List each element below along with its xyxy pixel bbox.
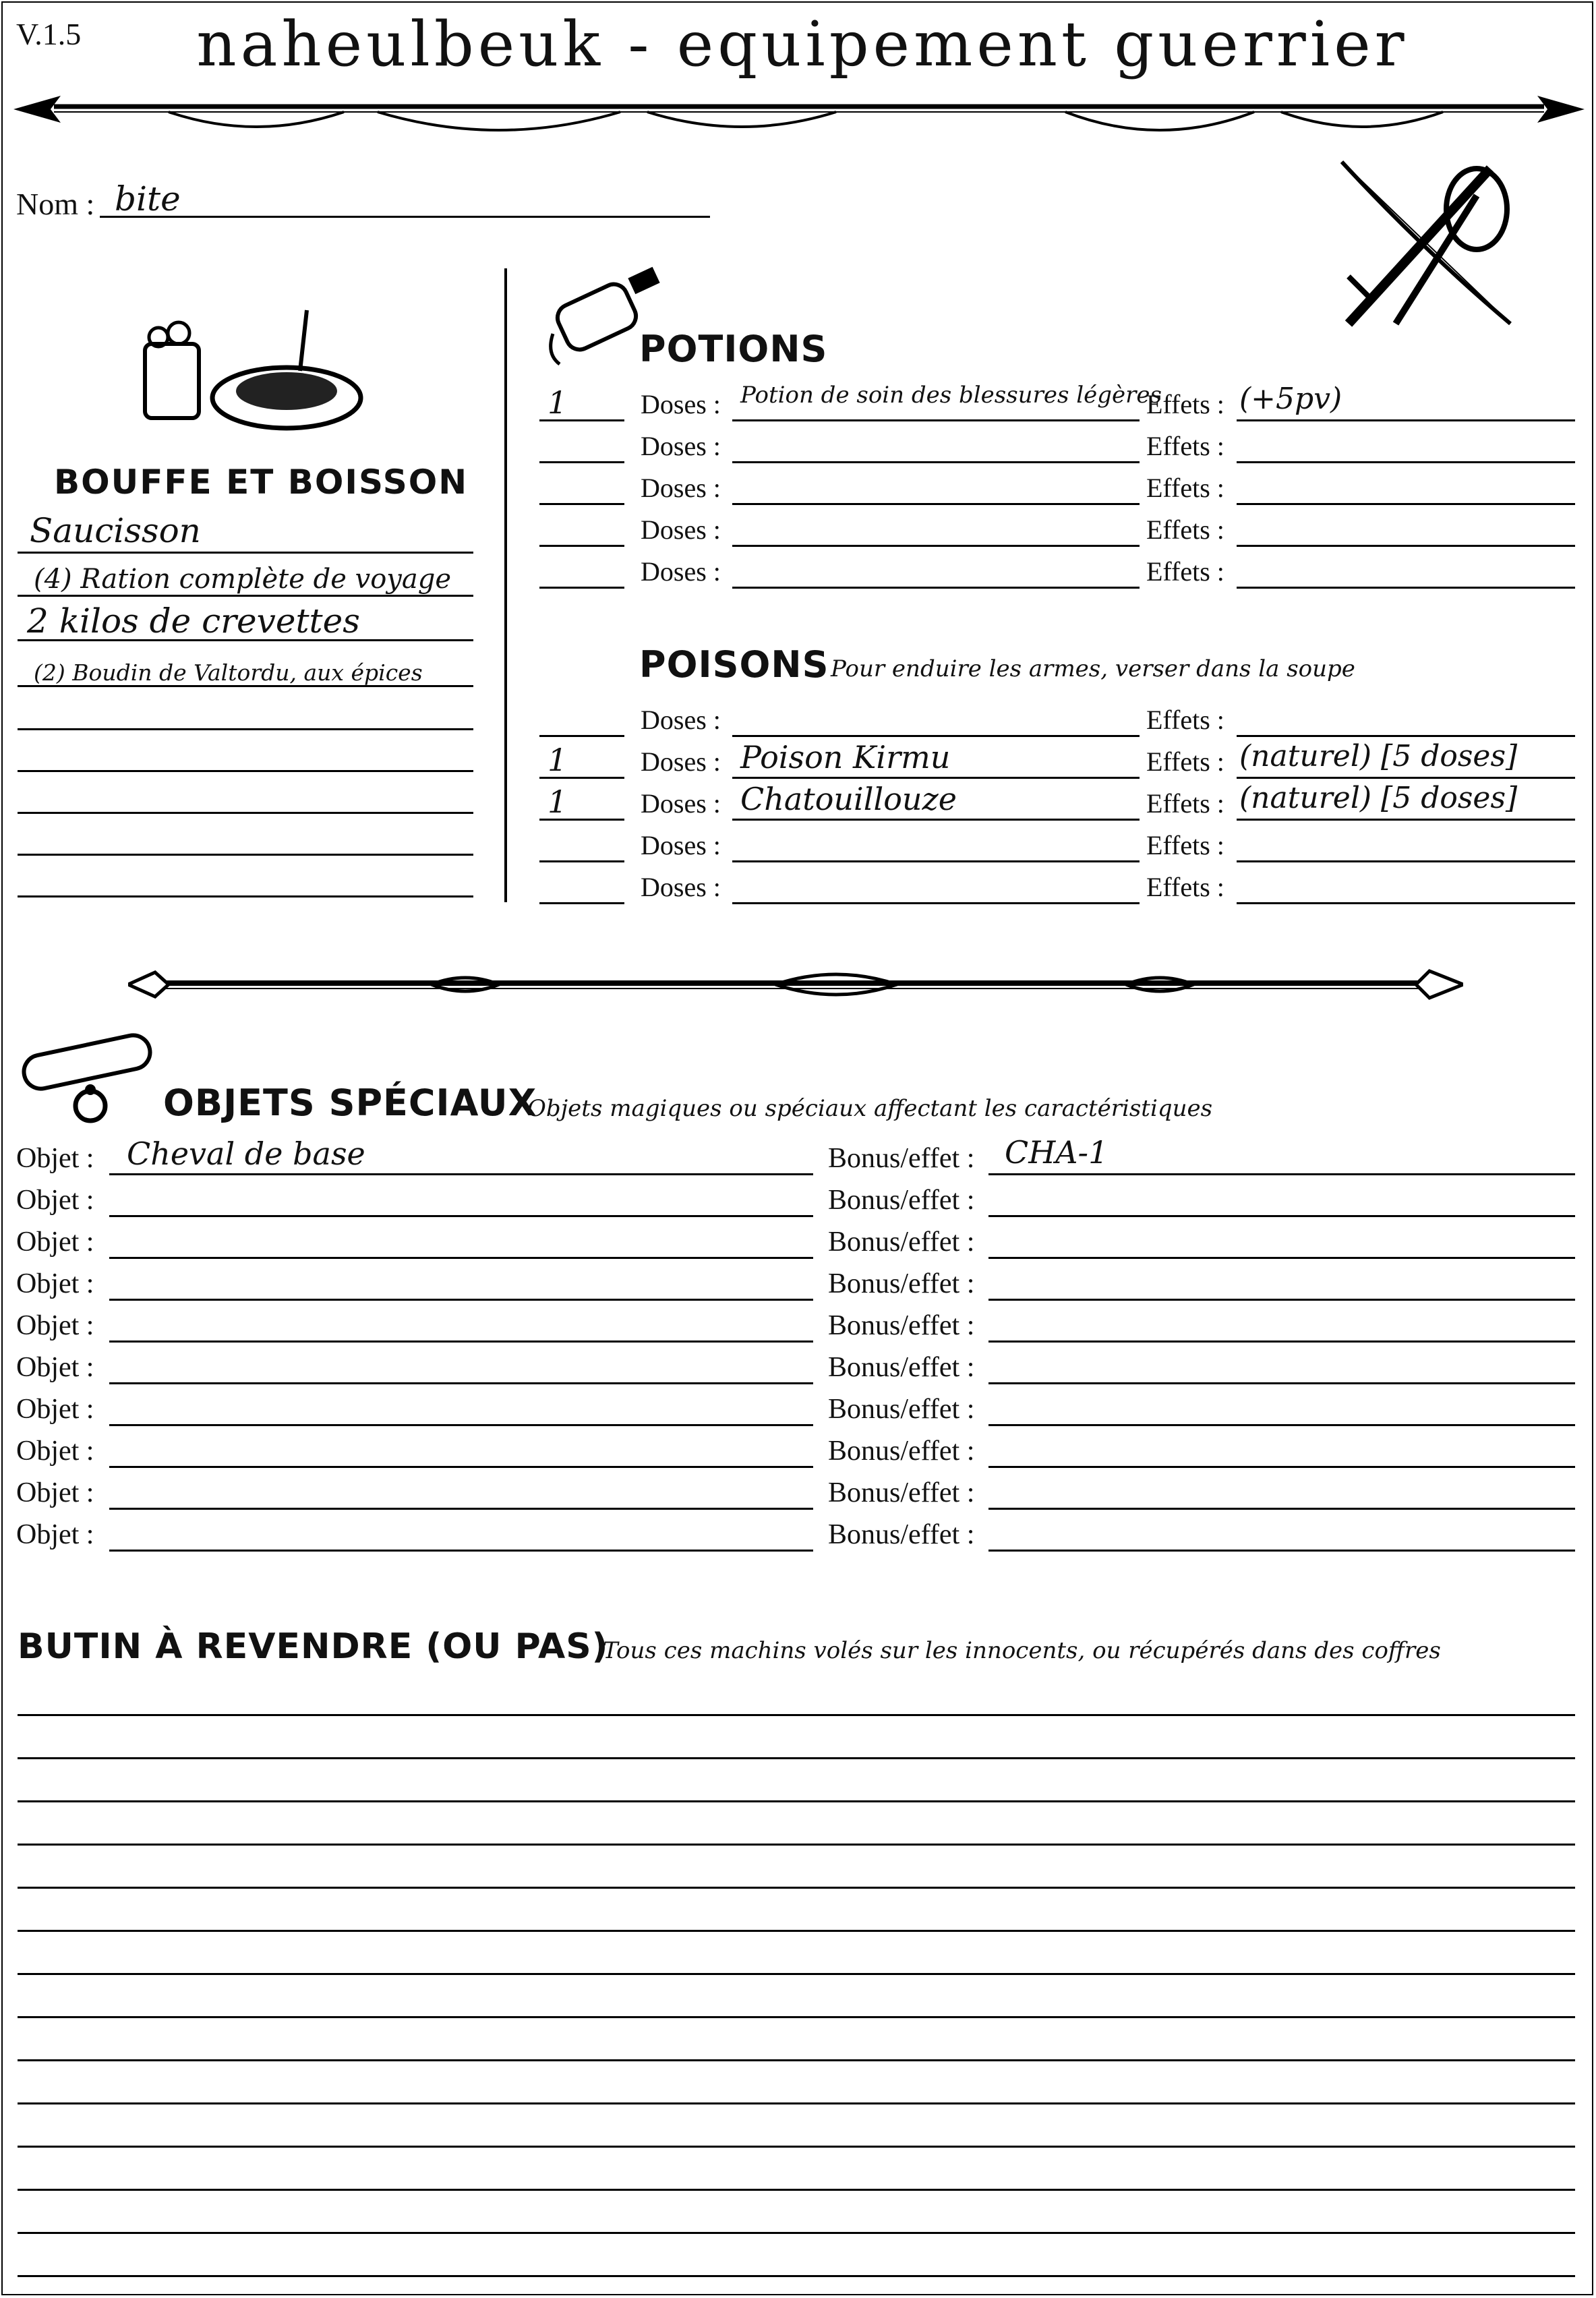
potions-name-line (732, 545, 1140, 547)
crossed-weapons-icon (1322, 155, 1524, 337)
poisons-qty-line (539, 902, 624, 904)
bonus-line (988, 1466, 1575, 1468)
poisons-name-line (732, 777, 1140, 779)
food-item[interactable]: 2 kilos de crevettes (27, 601, 360, 641)
potions-name-line (732, 503, 1140, 505)
poisons-name-line (732, 819, 1140, 821)
food-item[interactable]: (4) Ration complète de voyage (34, 564, 452, 595)
potions-qty[interactable]: 1 (548, 384, 568, 421)
poisons-name-line (732, 735, 1140, 737)
poisons-effets-label: Effets : (1146, 746, 1224, 777)
potions-doses-label: Doses : (641, 473, 721, 503)
bonus-line (988, 1215, 1575, 1217)
potions-effect-line (1237, 419, 1575, 421)
objet-label: Objet : (16, 1519, 94, 1550)
bonus-label: Bonus/effet : (828, 1143, 975, 1174)
food-item[interactable]: (2) Boudin de Valtordu, aux épices (34, 659, 423, 686)
potions-effets-label: Effets : (1146, 514, 1224, 545)
poisons-heading: POISONS (639, 643, 829, 686)
poisons-doses-label: Doses : (641, 830, 721, 860)
potions-effets-label: Effets : (1146, 473, 1224, 503)
bonus-line (988, 1424, 1575, 1426)
objet-label: Objet : (16, 1227, 94, 1258)
poisons-name-line (732, 902, 1140, 904)
potions-name-line (732, 461, 1140, 463)
poisons-effect-line (1237, 819, 1575, 821)
potions-effect-line (1237, 587, 1575, 589)
potions-doses-label: Doses : (641, 431, 721, 461)
food-item[interactable]: Saucisson (30, 511, 201, 550)
spear-divider-icon (13, 88, 1585, 142)
poisons-qty[interactable]: 1 (548, 784, 568, 820)
food-line (18, 595, 473, 597)
poisons-doses-label: Doses : (641, 872, 721, 902)
loot-line (18, 2016, 1575, 2018)
bonus-line (988, 1173, 1575, 1175)
objet-line (109, 1508, 813, 1510)
column-divider (504, 268, 507, 902)
bonus-label: Bonus/effet : (828, 1268, 975, 1299)
objet-line (109, 1173, 813, 1175)
potions-effets-label: Effets : (1146, 389, 1224, 419)
bonus-label: Bonus/effet : (828, 1352, 975, 1383)
food-line (18, 685, 473, 687)
bonus-label: Bonus/effet : (828, 1310, 975, 1341)
poisons-doses-label: Doses : (641, 705, 721, 735)
potions-heading: POTIONS (639, 328, 828, 370)
poisons-effets-label: Effets : (1146, 872, 1224, 902)
loot-line (18, 2275, 1575, 2277)
bonus-line (988, 1299, 1575, 1301)
loot-heading: BUTIN À REVENDRE (OU PAS) (18, 1626, 609, 1667)
poisons-effect[interactable]: (naturel) [5 doses] (1239, 781, 1518, 815)
poisons-qty-line (539, 735, 624, 737)
loot-line (18, 2102, 1575, 2104)
food-line (18, 552, 473, 554)
loot-line (18, 1930, 1575, 1932)
loot-line (18, 1973, 1575, 1975)
loot-line (18, 1844, 1575, 1846)
food-heading: BOUFFE ET BOISSON (54, 463, 469, 502)
potions-doses-label: Doses : (641, 514, 721, 545)
staff-divider-icon (128, 958, 1463, 1011)
bonus-label: Bonus/effet : (828, 1477, 975, 1508)
poisons-effect[interactable]: (naturel) [5 doses] (1239, 739, 1518, 773)
bonus-value[interactable]: CHA-1 (1005, 1134, 1109, 1171)
potions-name-line (732, 587, 1140, 589)
bonus-label: Bonus/effet : (828, 1394, 975, 1425)
name-label: Nom : (16, 187, 95, 221)
potions-qty-line (539, 545, 624, 547)
objet-label: Objet : (16, 1143, 94, 1174)
poisons-doses-label: Doses : (641, 746, 721, 777)
bonus-label: Bonus/effet : (828, 1436, 975, 1467)
potions-qty-line (539, 503, 624, 505)
poisons-effets-label: Effets : (1146, 788, 1224, 819)
potions-effect[interactable]: (+5pv) (1239, 382, 1342, 416)
objet-label: Objet : (16, 1268, 94, 1299)
potions-qty-line (539, 587, 624, 589)
poisons-qty-line (539, 860, 624, 862)
potions-effect-line (1237, 503, 1575, 505)
food-line (18, 812, 473, 814)
bonus-label: Bonus/effet : (828, 1519, 975, 1550)
loot-line (18, 2189, 1575, 2191)
objet-label: Objet : (16, 1436, 94, 1467)
objet-line (109, 1424, 813, 1426)
poisons-name[interactable]: Chatouillouze (740, 781, 957, 817)
poisons-qty[interactable]: 1 (548, 742, 568, 778)
objet-line (109, 1299, 813, 1301)
potions-qty-line (539, 461, 624, 463)
food-line (18, 854, 473, 856)
loot-subtitle: Tous ces machins volés sur les innocents, ou récupérés dans des coffres (603, 1637, 1441, 1664)
poisons-name[interactable]: Poison Kirmu (740, 739, 951, 775)
objet-value[interactable]: Cheval de base (127, 1136, 365, 1172)
objet-line (109, 1550, 813, 1552)
scroll-ring-icon (16, 1025, 158, 1126)
poisons-effets-label: Effets : (1146, 705, 1224, 735)
poisons-effect-line (1237, 735, 1575, 737)
potions-effect-line (1237, 545, 1575, 547)
objet-label: Objet : (16, 1185, 94, 1216)
loot-line (18, 2059, 1575, 2061)
name-value[interactable]: bite (115, 179, 181, 218)
potions-effets-label: Effets : (1146, 431, 1224, 461)
potions-name-line (732, 419, 1140, 421)
bonus-line (988, 1550, 1575, 1552)
name-line (100, 216, 710, 218)
objet-label: Objet : (16, 1394, 94, 1425)
objet-line (109, 1215, 813, 1217)
poisons-name-line (732, 860, 1140, 862)
poisons-effect-line (1237, 777, 1575, 779)
loot-line (18, 1800, 1575, 1802)
poisons-doses-label: Doses : (641, 788, 721, 819)
potions-effect-line (1237, 461, 1575, 463)
loot-line (18, 1887, 1575, 1889)
food-line (18, 728, 473, 730)
objet-line (109, 1257, 813, 1259)
bonus-label: Bonus/effet : (828, 1227, 975, 1258)
objet-label: Objet : (16, 1477, 94, 1508)
loot-line (18, 2146, 1575, 2148)
food-line (18, 770, 473, 772)
food-line (18, 639, 473, 641)
bonus-line (988, 1257, 1575, 1259)
poisons-effets-label: Effets : (1146, 830, 1224, 860)
special-subtitle: Objets magiques ou spéciaux affectant les caractéristiques (527, 1095, 1213, 1122)
version-label: V.1.5 (16, 17, 82, 51)
objet-label: Objet : (16, 1310, 94, 1341)
potions-doses-label: Doses : (641, 556, 721, 587)
poisons-effect-line (1237, 860, 1575, 862)
page-title: naheulbeuk - equipement guerrier (196, 8, 1409, 80)
poisons-effect-line (1237, 902, 1575, 904)
loot-line (18, 1714, 1575, 1716)
potions-doses-label: Doses : (641, 389, 721, 419)
bonus-label: Bonus/effet : (828, 1185, 975, 1216)
potions-name[interactable]: Potion de soin des blessures légères (740, 382, 1162, 409)
loot-line (18, 1757, 1575, 1759)
objet-label: Objet : (16, 1352, 94, 1383)
bonus-line (988, 1340, 1575, 1343)
objet-line (109, 1382, 813, 1384)
loot-line (18, 2232, 1575, 2234)
bonus-line (988, 1508, 1575, 1510)
objet-line (109, 1466, 813, 1468)
poisons-subtitle: Pour enduire les armes, verser dans la soupe (831, 655, 1355, 682)
food-line (18, 895, 473, 897)
bonus-line (988, 1382, 1575, 1384)
objet-line (109, 1340, 813, 1343)
food-icon (138, 303, 367, 438)
special-heading: OBJETS SPÉCIAUX (163, 1082, 537, 1124)
potions-effets-label: Effets : (1146, 556, 1224, 587)
